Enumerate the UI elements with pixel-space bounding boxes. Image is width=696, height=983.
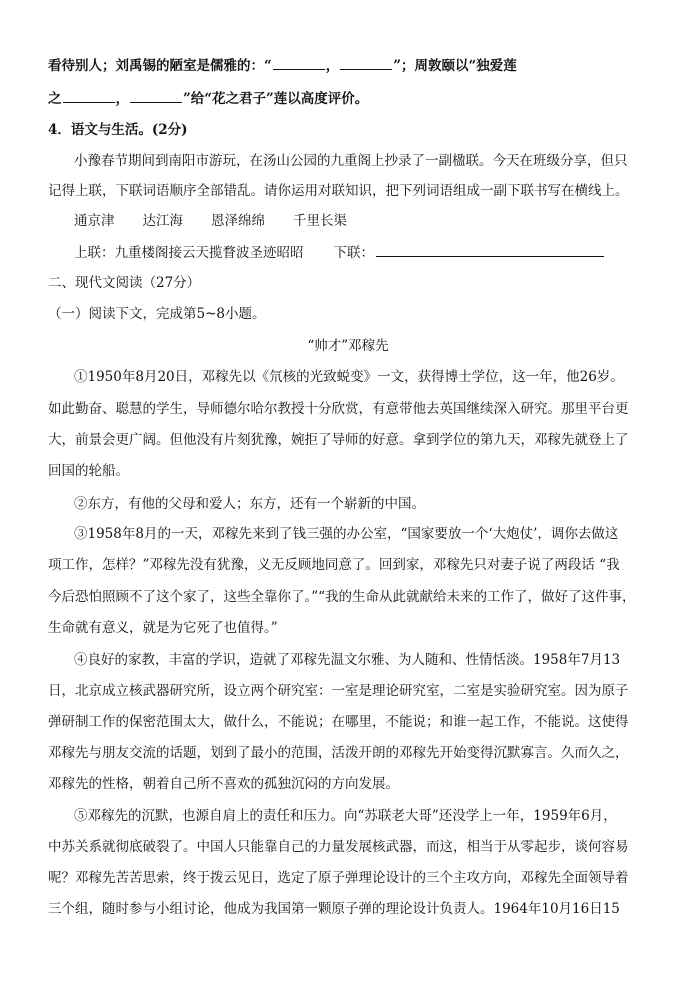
article-line: 邓稼先的性格，朝着自己所不喜欢的孤独沉闷的方向发展。 bbox=[48, 776, 399, 792]
article-line: 如此勤奋、聪慧的学生，导师德尔哈尔教授十分欣赏，有意带他去英国继续深入研究。那里平台更 bbox=[48, 401, 629, 417]
word-bank bbox=[74, 211, 658, 231]
article-line: ⑤邓稼先的沉默，也源自肩上的责任和压力。向“苏联老大哥”还没学上一年，1959年6月， bbox=[74, 808, 617, 824]
answer-blank[interactable] bbox=[63, 88, 115, 103]
couplet-line bbox=[74, 242, 658, 263]
question-4-paragraph-line: 记得上联，下联词语顺序全部错乱。请你运用对联知识，把下列词语组成一副下联书写在横线上。 bbox=[48, 183, 629, 199]
article-line: 呢？邓稼先苦苦思索，终于拨云见日，选定了原子弹理论设计的三个主攻方向，邓稼先全面领导着 bbox=[48, 870, 629, 886]
upper-couplet: 上联：九重楼阁接云天揽瞀波圣迹昭昭 bbox=[74, 245, 304, 261]
article-line: ④良好的家教，丰富的学识，造就了邓稼先温文尔雅、为人随和、性情恬淡。1958年7月13 bbox=[74, 652, 621, 668]
prev-question-line-1 bbox=[48, 55, 658, 76]
article-line: 弹研制工作的保密范围太大，做什么，不能说；在哪里，不能说；和谁一起工作，不能说。这使得 bbox=[48, 714, 629, 730]
answer-blank[interactable] bbox=[130, 88, 182, 103]
article-line: 中苏关系就彻底破裂了。中国人只能靠自己的力量发展核武器，而这，相当于从零起步，谈何容易 bbox=[48, 839, 629, 855]
article-line: 生命就有意义，就是为它死了也值得。” bbox=[48, 620, 278, 636]
answer-blank[interactable] bbox=[273, 55, 325, 70]
article-line: ②东方，有他的父母和爱人；东方，还有一个崭新的中国。 bbox=[74, 496, 425, 512]
article-line: 三个组，随时参与小组讨论，他成为我国第一颗原子弹的理论设计负责人。1964年10月16日15 bbox=[48, 901, 620, 917]
text-segment: 之 bbox=[48, 91, 62, 107]
word-item: 恩泽绵绵 bbox=[211, 213, 265, 229]
text-segment: 看待别人；刘禹锡的陋室是儒雅的：“ bbox=[48, 58, 272, 74]
word-item: 通京津 bbox=[74, 213, 115, 229]
question-4-paragraph-line: 小豫春节期间到南阳市游玩，在汤山公园的九重阁上抄录了一副楹联。今天在班级分享，但只 bbox=[74, 153, 628, 169]
text-segment: ”；周敦颐以“独爱莲 bbox=[393, 58, 517, 74]
article-line: 大，前景会更广阔。但他没有片刻犹豫，婉拒了导师的好意。拿到学位的第九天，邓稼先就登上了 bbox=[48, 432, 629, 448]
article-line: ③1958年8月的一天，邓稼先来到了钱三强的办公室，“国家要放一个‘大炮仗’，调你去做这 bbox=[74, 526, 619, 542]
section-2-subheading: （一）阅读下文，完成第5~8小题。 bbox=[48, 306, 266, 322]
word-item: 千里长渠 bbox=[293, 213, 347, 229]
article-line: 今后恐怕照顾不了这个家了，这些全靠你了。”“我的生命从此就献给未来的工作了，做好了这件事， bbox=[48, 589, 636, 605]
article-line: 邓稼先与朋友交流的话题，划到了最小的范围，活泼开朗的邓稼先开始变得沉默寡言。久而久之， bbox=[48, 745, 629, 761]
article-title: “帅才”邓稼先 bbox=[307, 338, 389, 354]
lower-couplet-label: 下联： bbox=[333, 245, 374, 261]
answer-blank[interactable] bbox=[340, 55, 392, 70]
article-line: 日，北京成立核武器研究所，设立两个研究室：一室是理论研究室，二室是实验研究室。因为原子 bbox=[48, 683, 629, 699]
word-item: 达江海 bbox=[142, 213, 183, 229]
prev-question-line-2 bbox=[48, 88, 658, 109]
article-line: ①1950年8月20日，邓稼先以《氘核的光致蜕变》一文，获得博士学位，这一年，他26岁。 bbox=[74, 369, 624, 385]
text-segment: ”给“花之君子”莲以高度评价。 bbox=[183, 91, 369, 107]
question-4-heading: 4．语文与生活。(2分) bbox=[48, 122, 188, 138]
lower-couplet-blank[interactable] bbox=[376, 242, 604, 257]
article-line: 回国的轮船。 bbox=[48, 463, 129, 479]
article-line: 项工作，怎样？”邓稼先没有犹豫，义无反顾地同意了。回到家，邓稼先只对妻子说了两段话 “我 bbox=[48, 557, 620, 573]
text-segment: ， bbox=[115, 91, 129, 107]
section-2-heading: 二、现代文阅读（27分） bbox=[48, 275, 201, 291]
text-segment: ， bbox=[325, 58, 340, 74]
